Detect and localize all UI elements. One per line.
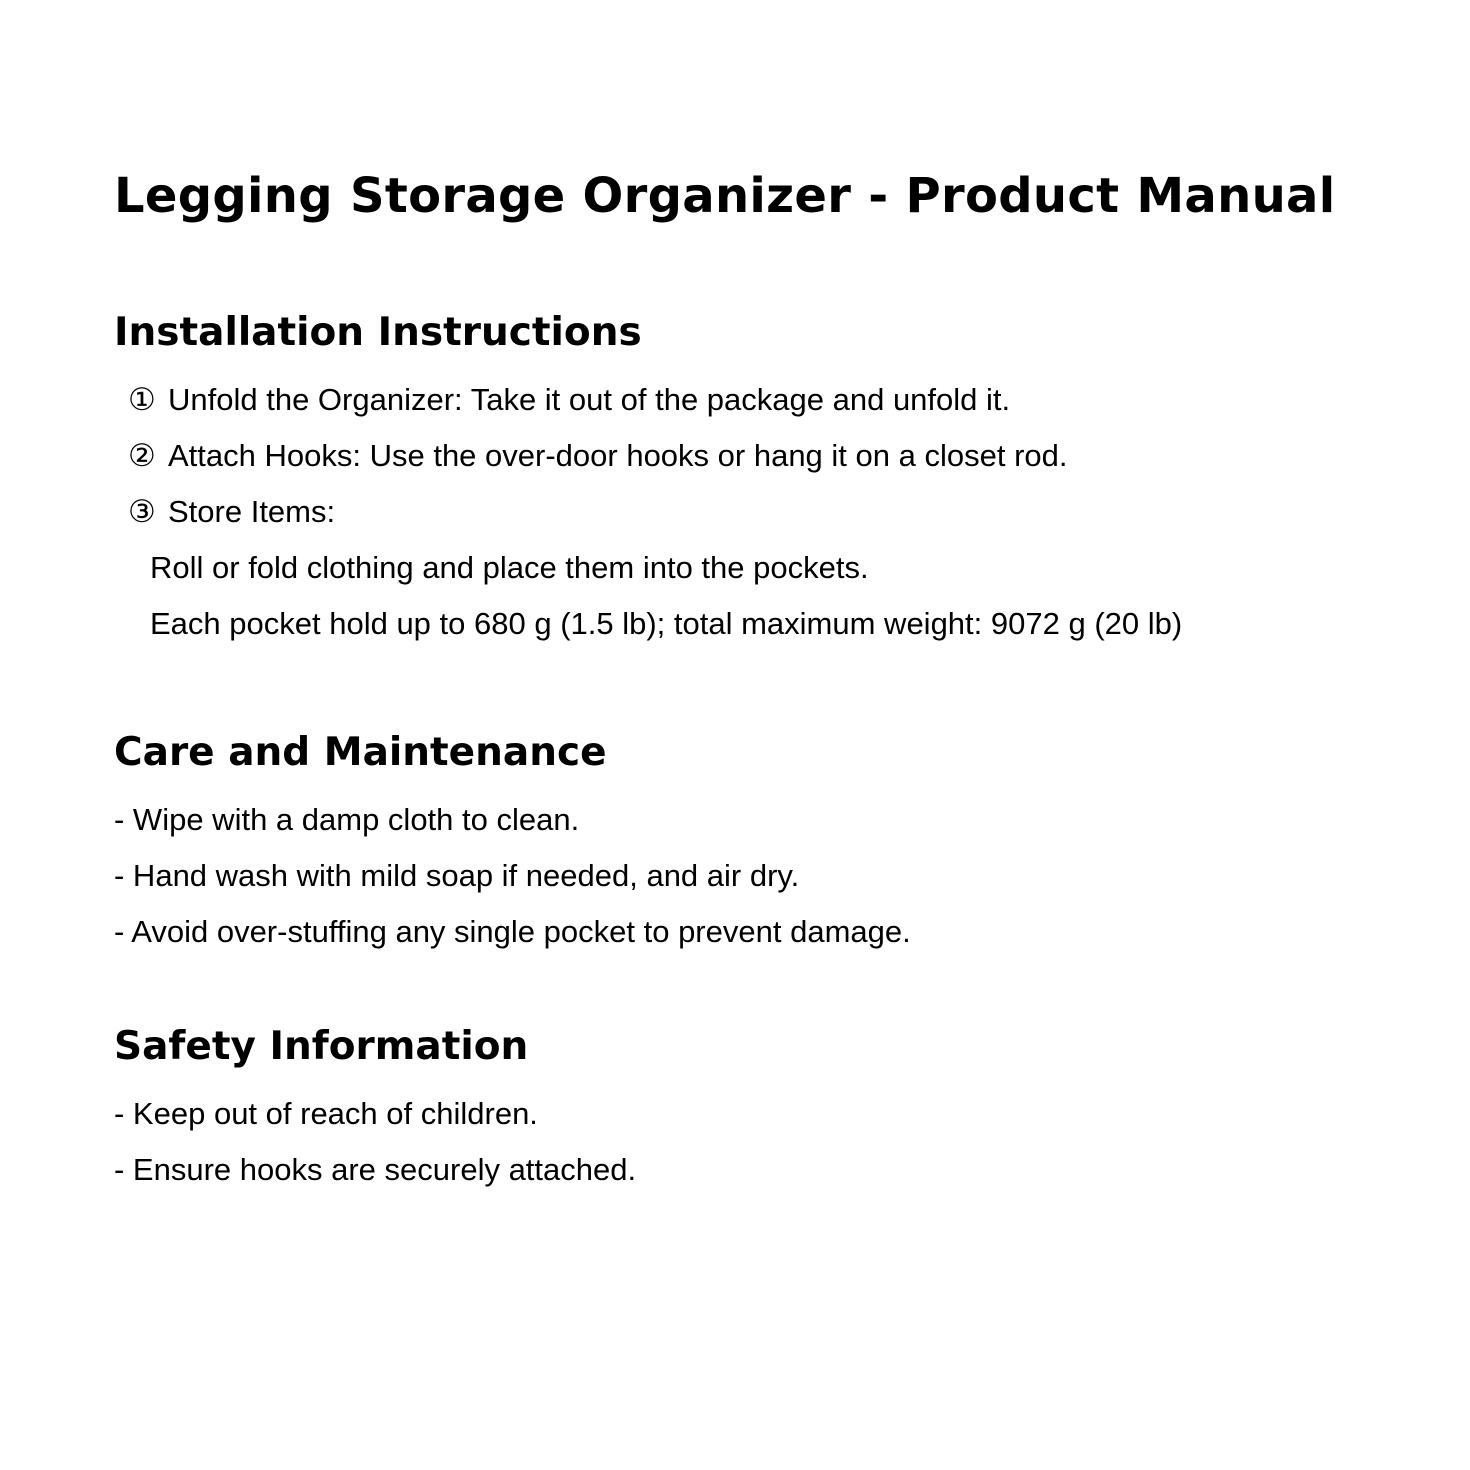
safety-item-2: - Ensure hooks are securely attached. bbox=[114, 1152, 637, 1187]
installation-step-3 bbox=[128, 494, 335, 530]
safety-heading: Safety Information bbox=[114, 1024, 529, 1069]
page-title: Legging Storage Organizer - Product Manual bbox=[114, 168, 1336, 224]
step-text-1: Unfold the Organizer: Take it out of the package and unfold it. bbox=[168, 382, 1011, 417]
installation-step-2 bbox=[128, 438, 1067, 474]
care-item-2: - Hand wash with mild soap if needed, and air dry. bbox=[114, 858, 800, 893]
store-items-detail-2: Each pocket hold up to 680 g (1.5 lb); total maximum weight: 9072 g (20 lb) bbox=[150, 606, 1183, 641]
care-item-1: - Wipe with a damp cloth to clean. bbox=[114, 802, 580, 837]
store-items-detail-1: Roll or fold clothing and place them into the pockets. bbox=[150, 550, 869, 585]
step-text-3: Store Items: bbox=[168, 494, 336, 529]
installation-heading: Installation Instructions bbox=[114, 310, 642, 355]
care-item-3: - Avoid over-stuffing any single pocket to prevent damage. bbox=[114, 914, 911, 949]
step-number-2: ② bbox=[128, 438, 156, 473]
step-text-2: Attach Hooks: Use the over-door hooks or hang it on a closet rod. bbox=[168, 438, 1068, 473]
safety-item-1: - Keep out of reach of children. bbox=[114, 1096, 538, 1131]
step-number-3: ③ bbox=[128, 494, 156, 529]
installation-step-1 bbox=[128, 382, 1010, 418]
step-number-1: ① bbox=[128, 382, 156, 417]
care-heading: Care and Maintenance bbox=[114, 730, 607, 775]
